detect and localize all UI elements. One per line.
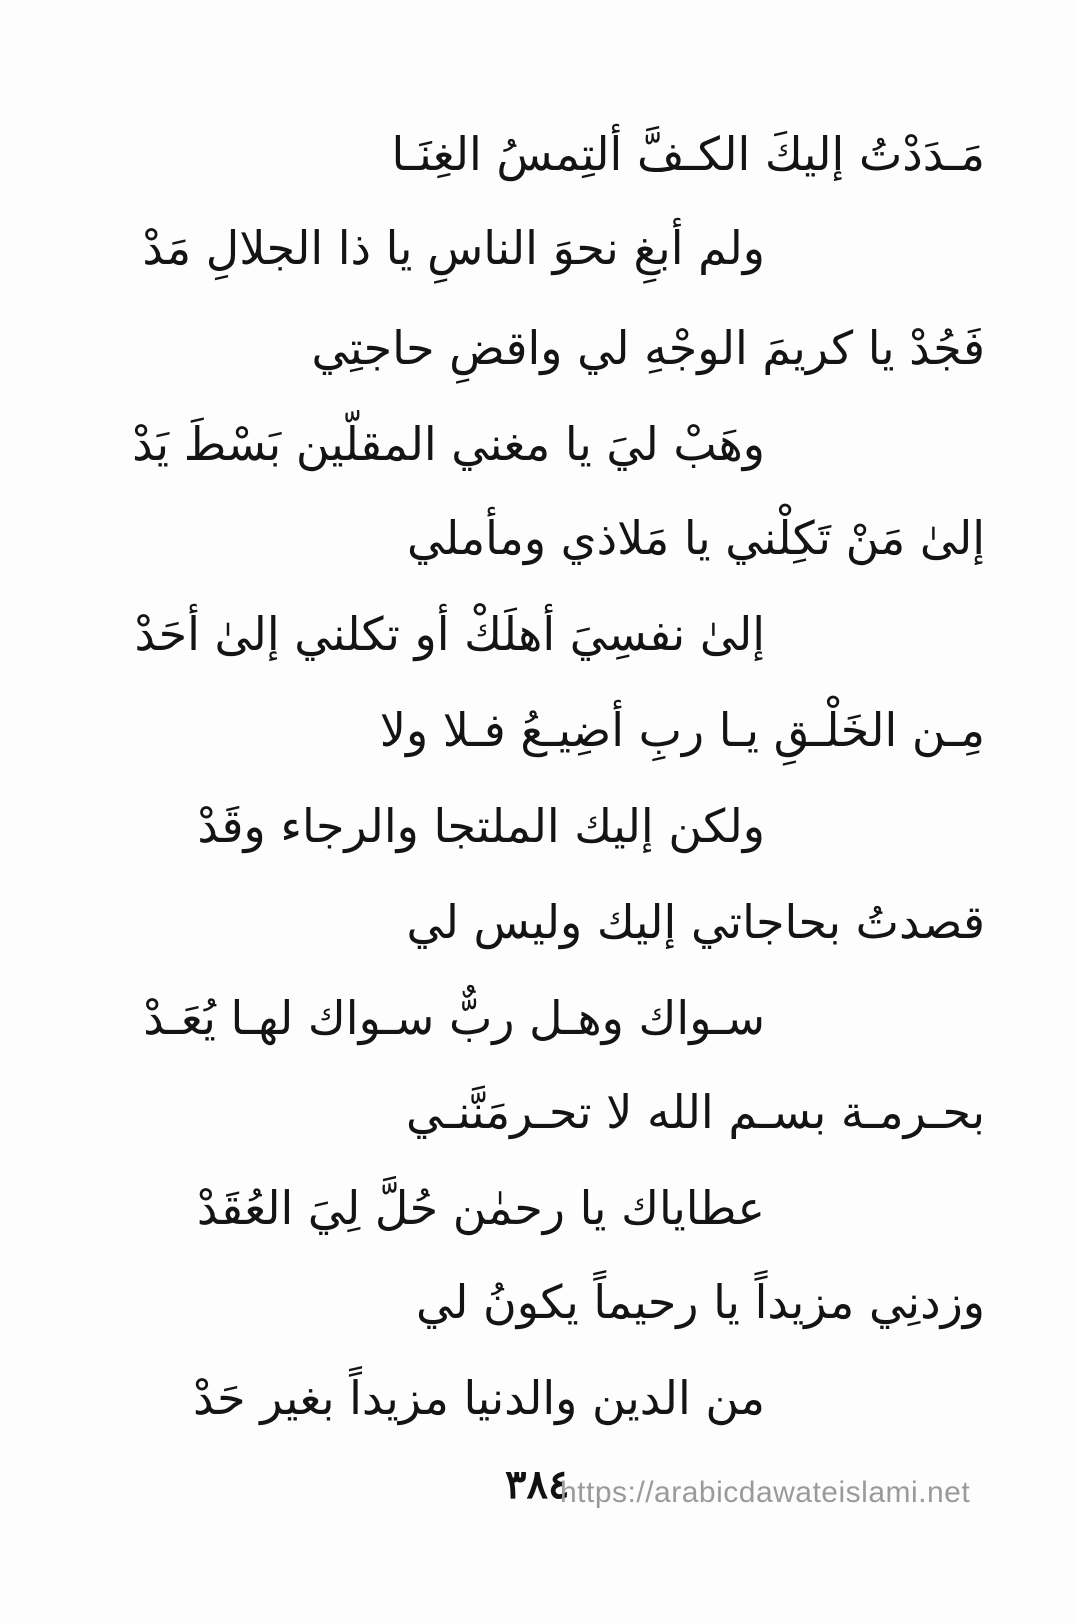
page-number: ٣٨٤ — [505, 1461, 570, 1508]
poem-line: عطاياك يا رحمٰن حُلَّ لِيَ العُقَدْ — [196, 1181, 765, 1235]
watermark-url: https://arabicdawateislami.net — [560, 1476, 971, 1509]
poem-line: إلىٰ نفسِيَ أهلَكْ أو تكلني إلىٰ أحَدْ — [134, 607, 765, 661]
poem-line: وهَبْ ليَ يا مغني المقلّين بَسْطَ يَدْ — [132, 417, 765, 471]
poem-line: إلىٰ مَنْ تَكِلْني يا مَلاذي ومأملي — [406, 511, 985, 565]
poem-line: من الدين والدنيا مزيداً بغير حَدْ — [193, 1371, 765, 1425]
poem-line: مَـدَدْتُ إليكَ الكـفَّ ألتِمسُ الغِنَـا — [391, 127, 985, 181]
poem-line: مِـن الخَلْـقِ يـا ربِ أضِيـعُ فـلا ولا — [379, 703, 985, 757]
poem-line: سـواك وهـل ربٌّ سـواك لهـا يُعَـدْ — [143, 991, 765, 1045]
poem-line: فَجُدْ يا كريمَ الوجْهِ لي واقضِ حاجتِي — [311, 321, 985, 375]
poem-line: بحـرمـة بسـم الله لا تحـرمَنَّنـي — [405, 1085, 985, 1139]
poem-line: ولكن إليك الملتجا والرجاء وقَدْ — [197, 799, 765, 853]
poem-line: قصدتُ بحاجاتي إليك وليس لي — [406, 895, 985, 949]
poem-line: ولم أبغِ نحوَ الناسِ يا ذا الجلالِ مَدْ — [142, 221, 765, 275]
poem-line: وزدنِي مزيداً يا رحيماً يكونُ لي — [416, 1275, 985, 1329]
